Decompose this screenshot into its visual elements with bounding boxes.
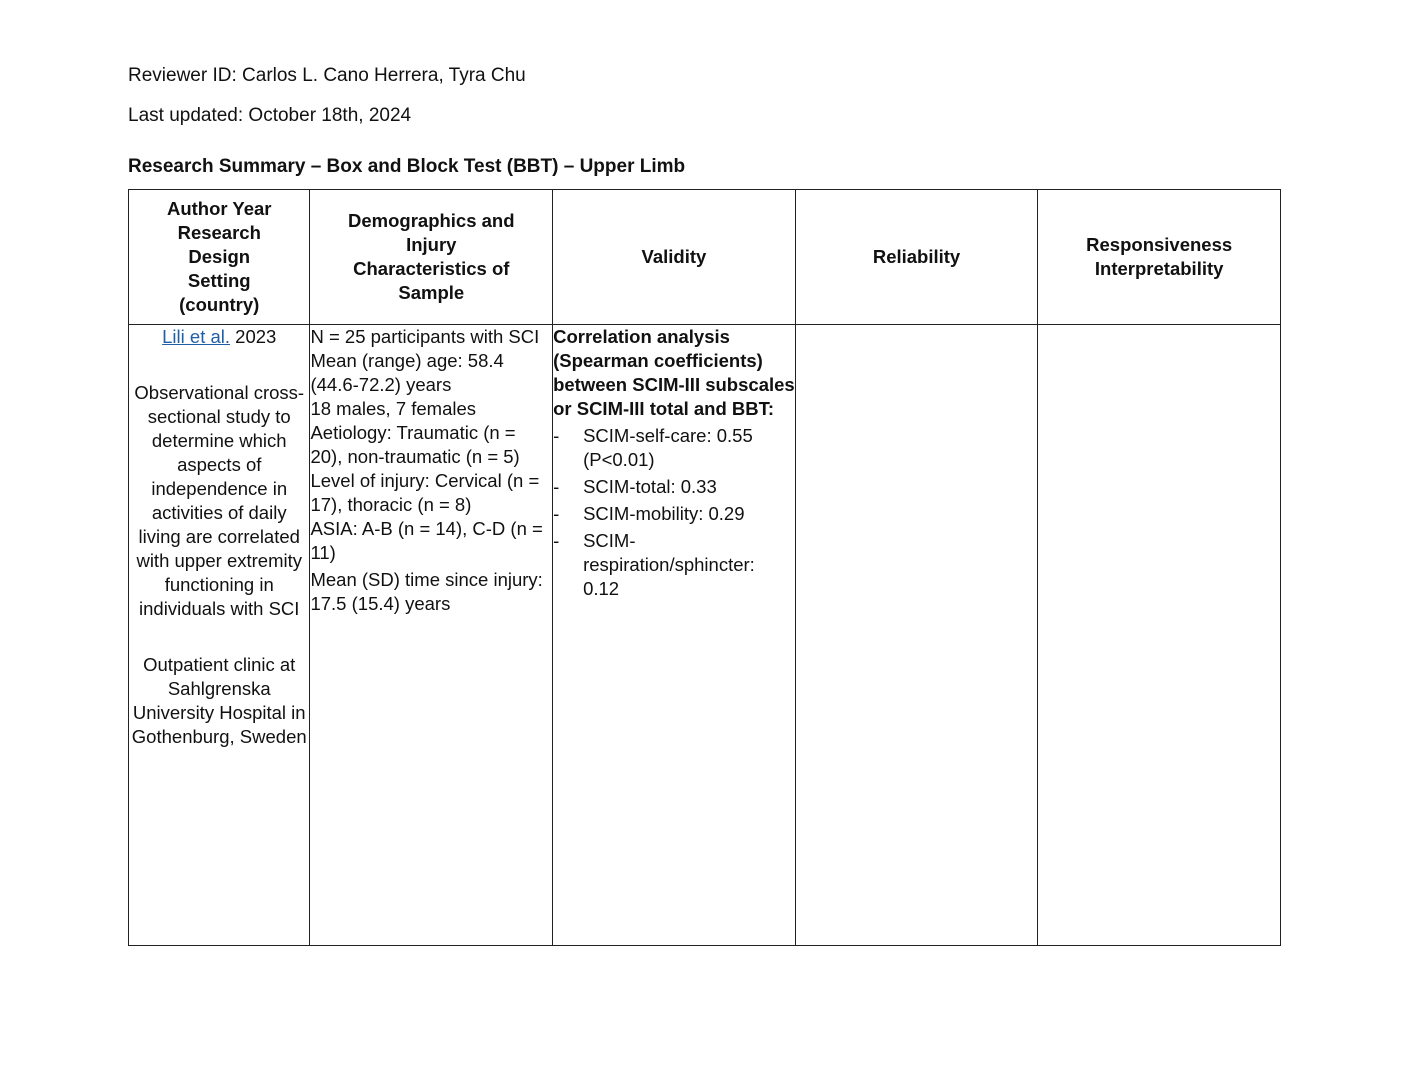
header-line: Validity [641, 246, 707, 267]
header-line: Sample [398, 282, 465, 303]
header-line: Demographics and [348, 210, 515, 231]
list-item: - SCIM-self-care: 0.55 (P<0.01) [553, 424, 795, 472]
demographics-cell [310, 325, 553, 946]
header-author-year [129, 190, 310, 325]
study-setting: Outpatient clinic at Sahlgrenska University Hospital in Gothenburg, Sweden [131, 654, 307, 747]
correlation-list [553, 424, 795, 601]
header-line: Reliability [872, 246, 961, 267]
document-title: Research Summary – Box and Block Test (BBT) – Upper Limb [128, 156, 686, 177]
list-item: - SCIM-respiration/sphincter: 0.12 [553, 529, 795, 601]
header-line: Design [188, 246, 251, 267]
header-line: Injury [406, 234, 457, 255]
study-line [162, 326, 276, 347]
validity-heading: Correlation analysis (Spearman coefficients) between SCIM-III subscales or SCIM-III total and BBT: [553, 326, 795, 419]
reviewer-id: Reviewer ID: Carlos L. Cano Herrera, Tyra Chu [128, 65, 526, 86]
study-cell [129, 325, 310, 946]
header-line: Research [177, 222, 261, 243]
study-reference-link[interactable]: Lili et al. [162, 326, 231, 347]
demographics-line: Mean (SD) time since injury: 17.5 (15.4) years [310, 569, 543, 614]
header-line: Setting [187, 270, 251, 291]
responsiveness-cell [1038, 325, 1281, 946]
spacer [129, 349, 309, 381]
demographics-line: N = 25 participants with SCI [310, 326, 540, 347]
reliability-cell [795, 325, 1038, 946]
demographics-line: Aetiology: Traumatic (n = 20), non-traumatic (n = 5) [310, 422, 520, 467]
header-reliability [795, 190, 1038, 325]
table-header-row [129, 190, 1281, 325]
validity-cell [553, 325, 796, 946]
header-validity [553, 190, 796, 325]
study-design: Observational cross-sectional study to determine which aspects of independence in activities of daily living are correlated with upper extremity functioning in individuals with SCI [134, 382, 305, 619]
spacer [129, 621, 309, 653]
header-line: Interpretability [1094, 258, 1224, 279]
demographics-line: 18 males, 7 females [310, 398, 477, 419]
study-year: 2023 [230, 326, 277, 347]
header-line: Responsiveness [1086, 234, 1233, 255]
demographics-line: ASIA: A-B (n = 14), C-D (n = 11) [310, 518, 543, 563]
header-line: Author Year [166, 198, 272, 219]
list-item: - SCIM-total: 0.33 [553, 475, 795, 499]
header-line: (country) [179, 294, 260, 315]
header-responsiveness [1038, 190, 1281, 325]
demographics-line: Mean (range) age: 58.4 (44.6-72.2) years [310, 350, 504, 395]
header-line: Characteristics of [353, 258, 510, 279]
last-updated: Last updated: October 18th, 2024 [128, 105, 412, 126]
list-item: - SCIM-mobility: 0.29 [553, 502, 795, 526]
table-row [129, 325, 1281, 946]
demographics-line: Level of injury: Cervical (n = 17), thoracic (n = 8) [310, 470, 540, 515]
research-summary-table [128, 189, 1281, 946]
header-demographics [310, 190, 553, 325]
